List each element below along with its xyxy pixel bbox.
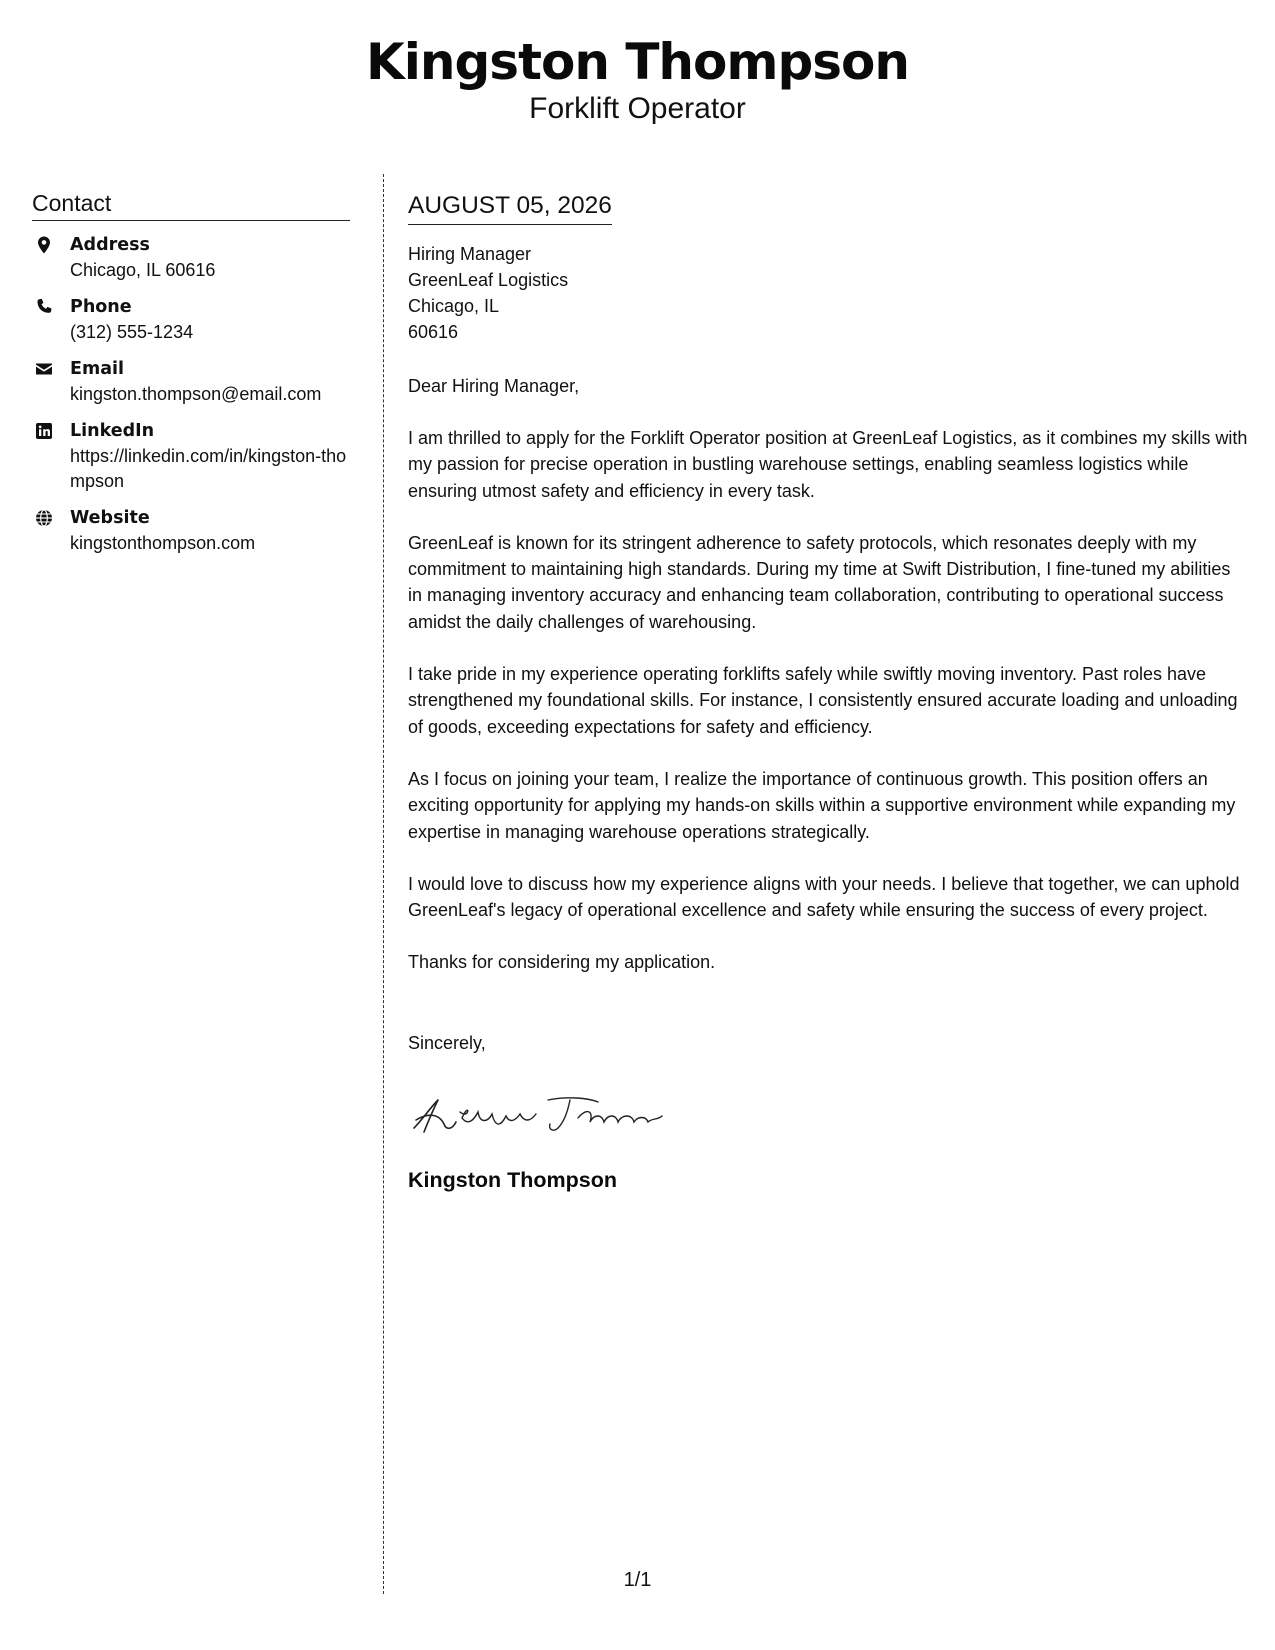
applicant-name: Kingston Thompson: [366, 33, 909, 91]
body-paragraph: I take pride in my experience operating forklifts safely while swiftly moving inventory. Past roles have strengthened my foundational skills. For instance, I consistently ensured accurate loading and unloading of goods, exceeding expectations for safety and efficiency.: [408, 664, 1238, 737]
body-paragraph: Thanks for considering my application.: [408, 952, 716, 973]
job-title: Forklift Operator: [529, 92, 746, 125]
body-paragraph: I would love to discuss how my experience aligns with your needs. I believe that together, we can uphold GreenLeaf's legacy of operational excellence and safety while ensuring the success of every project.: [408, 873, 1240, 921]
contact-label-linkedin: LinkedIn: [70, 421, 155, 441]
contact-heading: Contact: [32, 188, 350, 221]
contact-item-phone: [32, 295, 350, 345]
body-paragraph: I am thrilled to apply for the Forklift Operator position at GreenLeaf Logistics, as it combines my skills with my passion for precise operation in bustling warehouse settings, enabling seamless logistics while ensuring utmost safety and efficiency in every task.: [408, 428, 1248, 501]
map-pin-icon: [34, 235, 54, 255]
contact-list: [32, 233, 350, 556]
recipient-title: Hiring Manager: [408, 244, 532, 264]
recipient-city: Chicago, IL: [408, 296, 500, 316]
page-number: 1/1: [623, 1569, 652, 1591]
salutation: Dear Hiring Manager,: [408, 376, 580, 396]
body-paragraph: GreenLeaf is known for its stringent adherence to safety protocols, which resonates deeply with my commitment to maintaining high standards. During my time at Swift Distribution, I fine-tuned my abilities in managing inventory accuracy and enhancing team collaboration, contributing to operational success amidst the daily challenges of warehousing.: [408, 532, 1231, 632]
contact-item-website: [32, 506, 350, 556]
contact-label-website: Website: [70, 508, 150, 528]
letter-body: [408, 190, 1248, 1195]
contact-value-linkedin[interactable]: https://linkedin.com/in/kingston-thompson: [70, 446, 347, 491]
recipient-block: [408, 241, 1248, 345]
contact-value-address: Chicago, IL 60616: [70, 260, 216, 280]
letter-header: [0, 30, 1275, 126]
contact-label-phone: Phone: [70, 297, 132, 317]
handwritten-signature: [408, 1090, 668, 1140]
linkedin-icon: [34, 421, 54, 441]
contact-value-phone: (312) 555-1234: [70, 322, 194, 342]
contact-item-email: [32, 357, 350, 407]
letter-date: AUGUST 05, 2026: [408, 190, 612, 225]
contact-value-website[interactable]: kingstonthompson.com: [70, 533, 256, 553]
column-divider: [383, 174, 384, 1594]
globe-icon: [34, 508, 54, 528]
contact-label-address: Address: [70, 235, 150, 255]
contact-item-address: [32, 233, 350, 283]
recipient-company: GreenLeaf Logistics: [408, 270, 569, 290]
closing: Sincerely,: [408, 1032, 486, 1053]
phone-icon: [34, 297, 54, 317]
contact-sidebar: [32, 188, 350, 568]
envelope-icon: [34, 359, 54, 379]
contact-label-email: Email: [70, 359, 124, 379]
contact-value-email[interactable]: kingston.thompson@email.com: [70, 384, 322, 404]
signed-name: Kingston Thompson: [408, 1167, 617, 1192]
recipient-zip: 60616: [408, 322, 459, 342]
contact-item-linkedin: [32, 419, 350, 494]
body-paragraph: As I focus on joining your team, I realize the importance of continuous growth. This position offers an exciting opportunity for applying my hands-on skills within a supportive environment while expanding my expertise in managing warehouse operations strategically.: [408, 768, 1236, 842]
